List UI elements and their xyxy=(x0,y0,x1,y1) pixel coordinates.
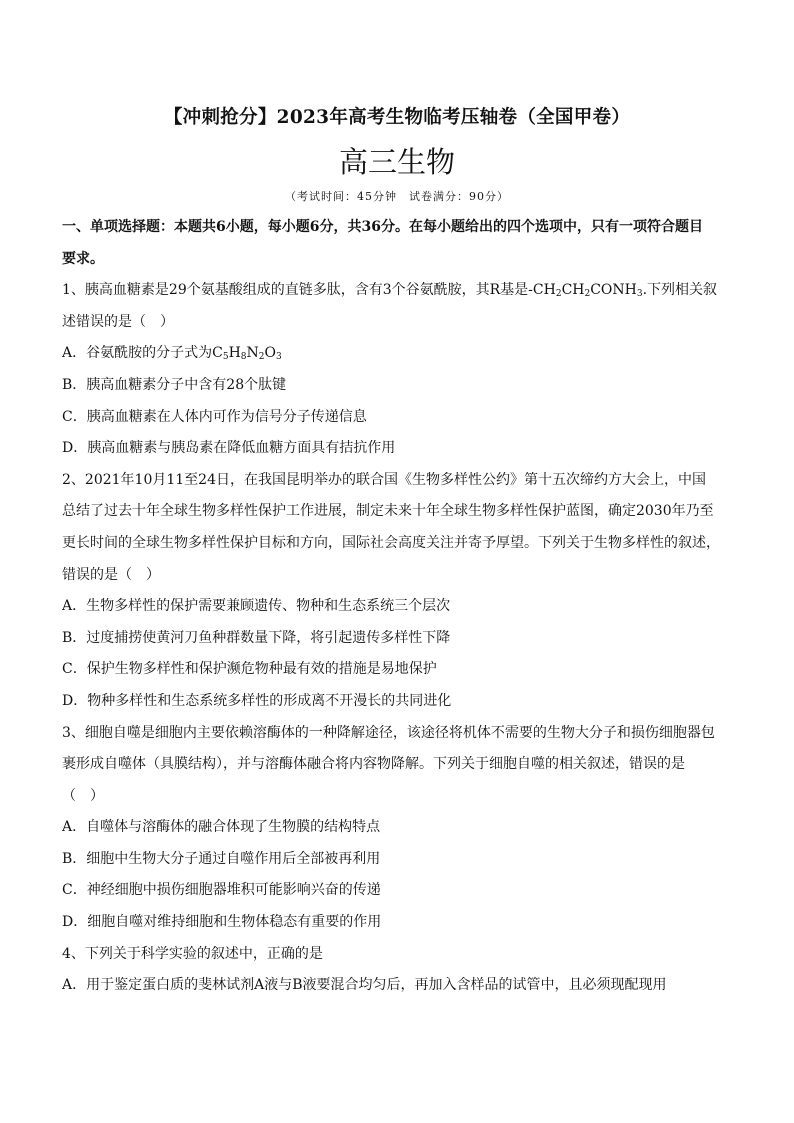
question-2-stem: 错误的是（ ） xyxy=(62,566,160,583)
question-1-option-d: D．胰高血糖素与胰岛素在降低血糖方面具有拮抗作用 xyxy=(62,440,396,457)
question-2-option-b: B．过度捕捞使黄河刀鱼种群数量下降，将引起遗传多样性下降 xyxy=(62,629,451,646)
section-instruction-line: 一、单项选择题：本题共6小题，每小题6分，共36分。在每小题给出的四个选项中，只有一项符合题目 xyxy=(62,219,703,235)
question-3-stem: 3、细胞自噬是细胞内主要依赖溶酶体的一种降解途径，该途径将机体不需要的生物大分子和损伤细胞器包 xyxy=(62,724,715,741)
question-1-stem: 述错误的是（ ） xyxy=(62,313,174,330)
exam-subtitle: 高三生物 xyxy=(338,145,455,179)
question-2-stem: 2、2021年10月11至24日，在我国昆明举办的联合国《生物多样性公约》第十五次缔约方大会上，中国 xyxy=(62,471,706,488)
question-1-option-b: B．胰高血糖素分子中含有28个肽键 xyxy=(62,376,287,393)
question-1-stem: 1、胰高血糖素是29个氨基酸组成的直链多肽，含有3个谷氨酰胺，其R基是$-CH_2CH_2CONH_3$.下列相关叙 xyxy=(62,282,718,300)
question-3-option-a: A．自噬体与溶酶体的融合体现了生物膜的结构特点 xyxy=(62,819,381,836)
question-3-stem: 裹形成自噬体（具膜结构），并与溶酶体融合将内容物降解。下列关于细胞自噬的相关叙述，错误的是 xyxy=(62,756,685,773)
question-2-option-a: A．生物多样性的保护需要兼顾遗传、物种和生态系统三个层次 xyxy=(62,598,451,615)
question-2-stem: 总结了过去十年全球生物多样性保护工作进展，制定未来十年全球生物多样性保护蓝图，确定2030年乃至 xyxy=(62,503,714,520)
question-3-stem: （ ） xyxy=(62,787,104,804)
question-4-stem: 4、下列关于科学实验的叙述中，正确的是 xyxy=(62,945,323,962)
question-2-option-c: C．保护生物多样性和保护濒危物种最有效的措施是易地保护 xyxy=(62,661,437,678)
exam-info: （考试时间：45分钟 试卷满分：90分） xyxy=(285,190,509,203)
exam-body xyxy=(62,212,732,1002)
question-2-option-d: D．物种多样性和生态系统多样性的形成离不开漫长的共同进化 xyxy=(62,692,452,709)
question-3-option-d: D．细胞自噬对维持细胞和生物体稳态有重要的作用 xyxy=(62,914,382,931)
question-3-option-b: B．细胞中生物大分子通过自噬作用后全部被再利用 xyxy=(62,850,381,867)
section-instruction-line: 要求。 xyxy=(62,250,104,267)
question-3-option-c: C．神经细胞中损伤细胞器堆积可能影响兴奋的传递 xyxy=(62,882,381,899)
question-4-option-a: A．用于鉴定蛋白质的斐林试剂A液与B液要混合均匀后，再加入含样品的试管中，且必须现配现用 xyxy=(62,977,667,994)
question-1-option-c: C．胰高血糖素在人体内可作为信号分子传递信息 xyxy=(62,408,367,425)
question-2-stem: 更长时间的全球生物多样性保护目标和方向，国际社会高度关注并寄予厚望。下列关于生物多样性的叙述， xyxy=(62,534,720,551)
exam-title: 【冲刺抢分】2023年高考生物临考压轴卷（全国甲卷） xyxy=(163,107,631,128)
question-1-option-a: A．谷氨酰胺的分子式为$C_5H_8N_2O_3$ xyxy=(62,345,282,363)
